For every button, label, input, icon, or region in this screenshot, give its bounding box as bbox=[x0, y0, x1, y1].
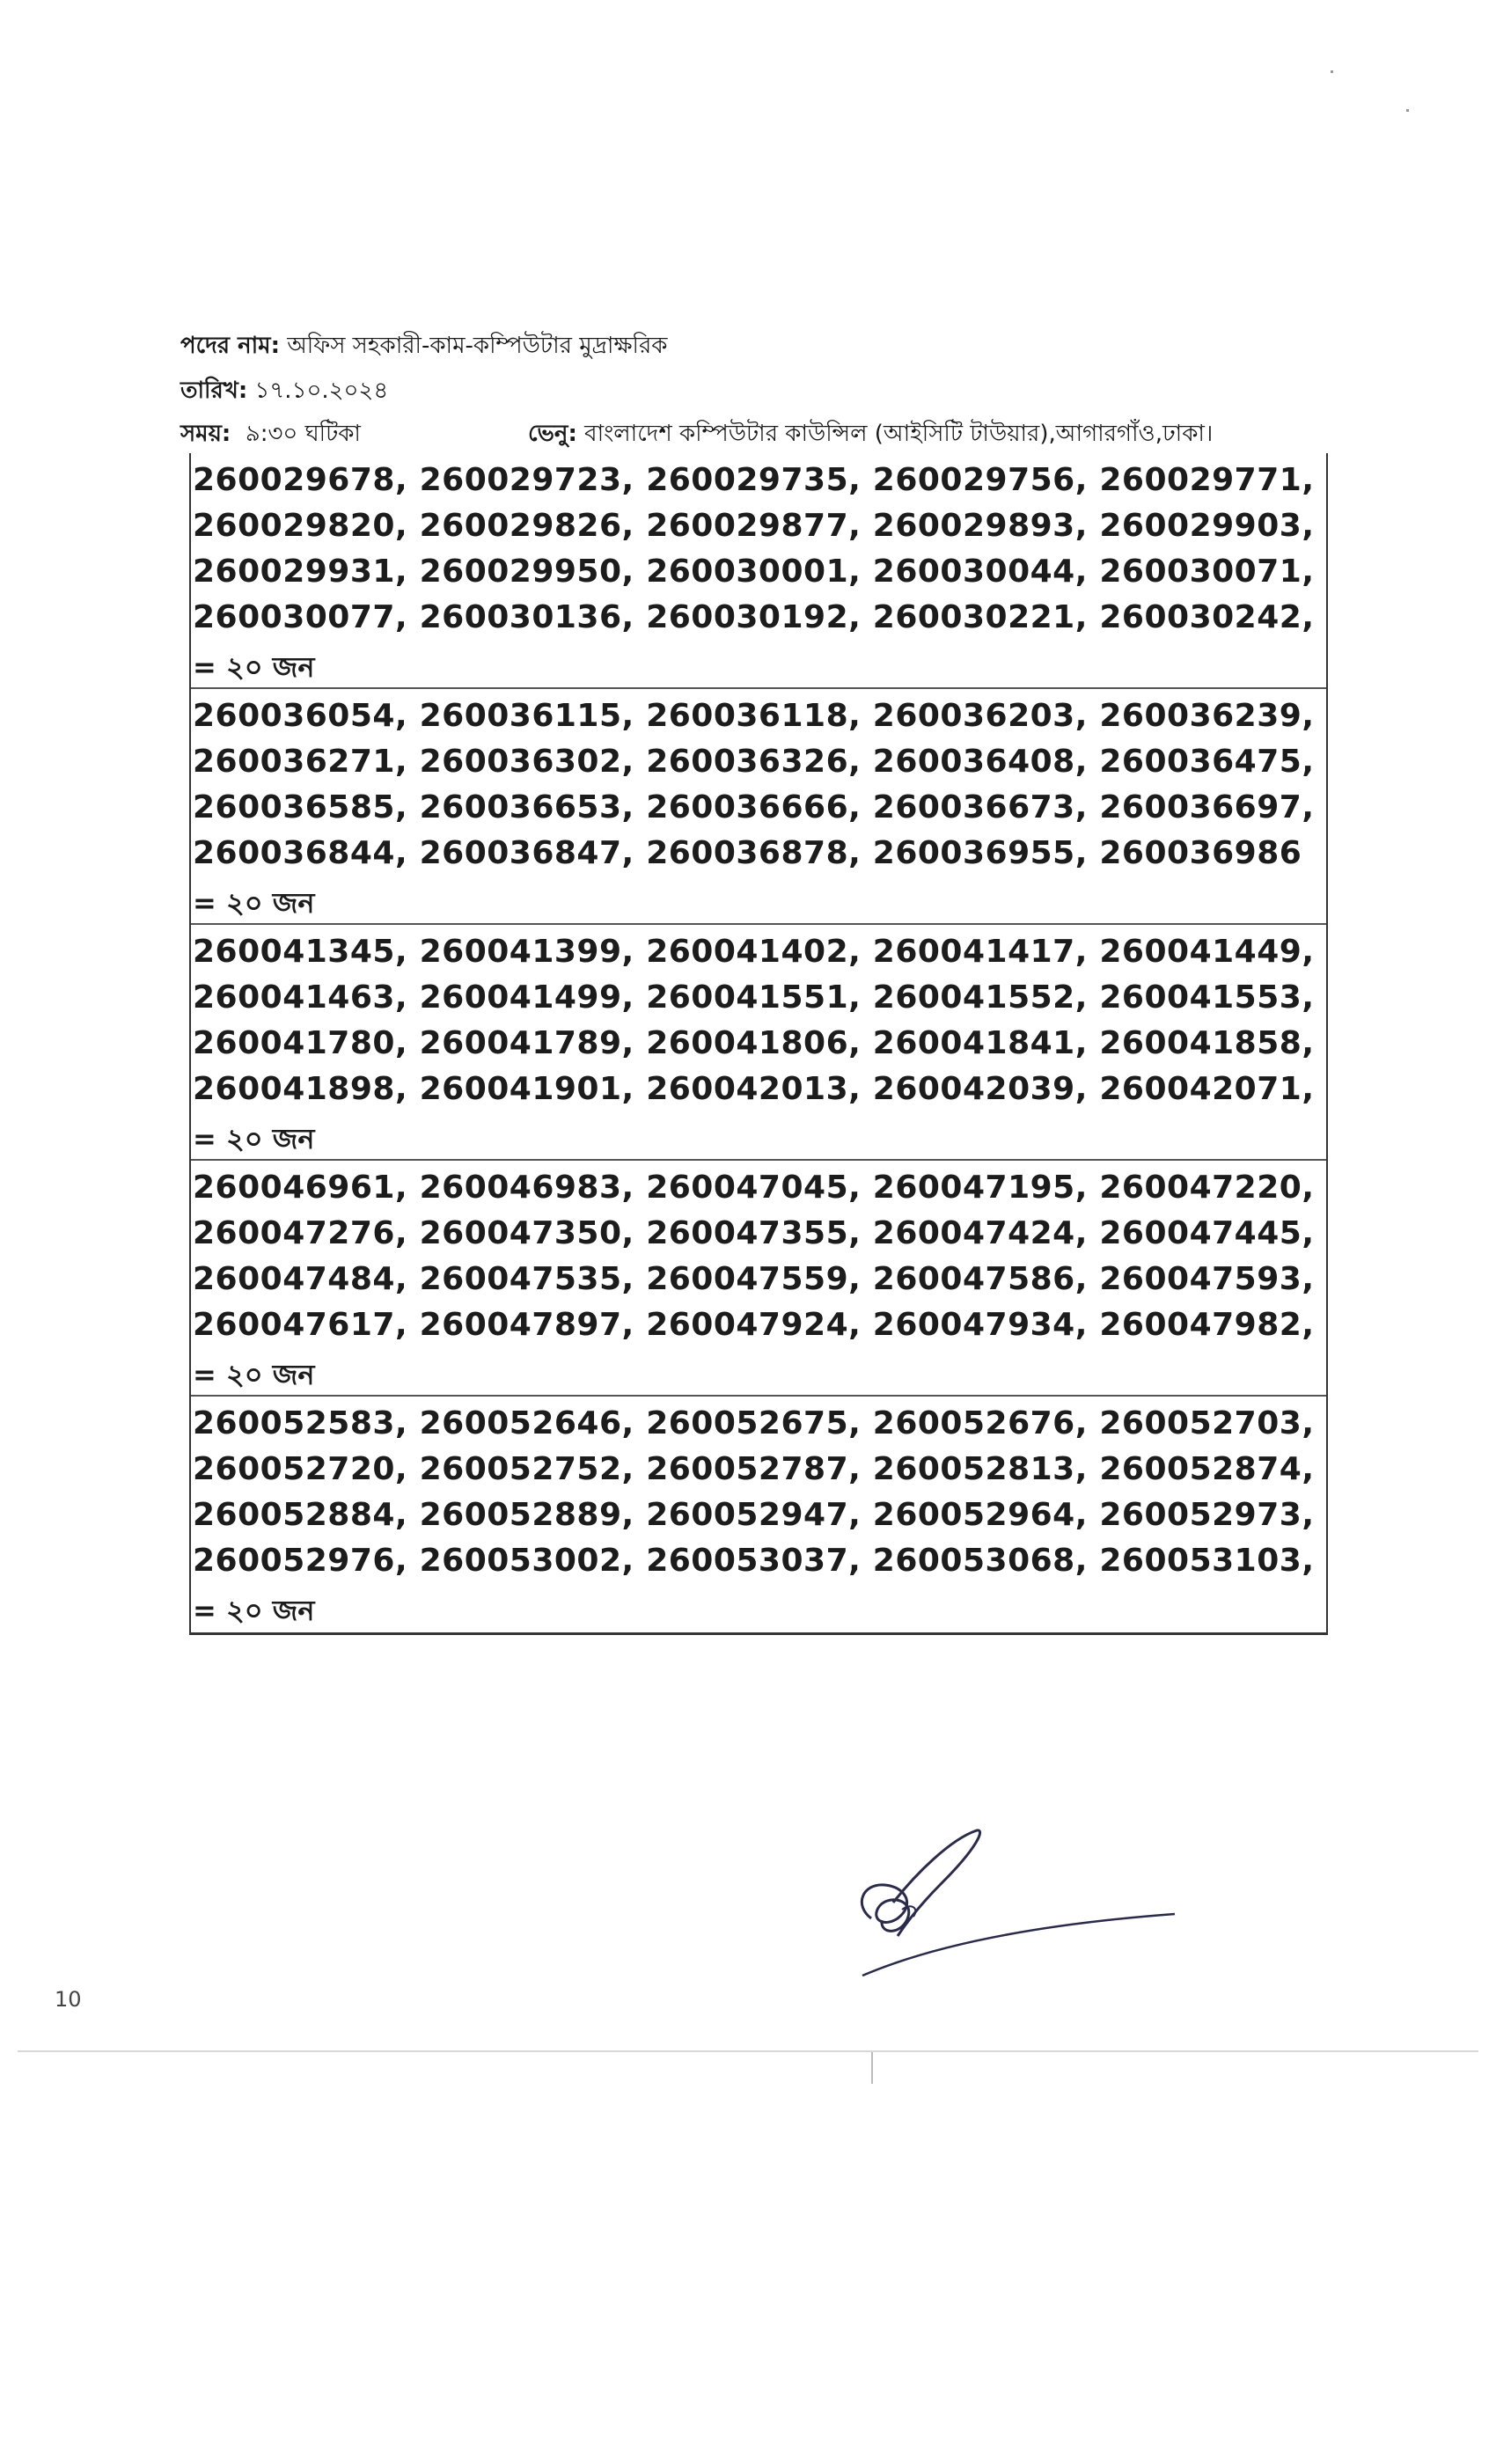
time-line bbox=[180, 415, 361, 454]
roll-number: 260052964, bbox=[872, 1496, 1088, 1533]
roll-number: 260041551, bbox=[646, 979, 862, 1016]
roll-number: 260052976, bbox=[193, 1542, 408, 1579]
roll-number: 260046961, bbox=[193, 1169, 408, 1206]
roll-number: 260029893, bbox=[872, 507, 1088, 544]
roll-number: 260047934, bbox=[872, 1306, 1088, 1343]
page-number: 10 bbox=[55, 1987, 82, 2012]
candidate-count: = ২০ জন bbox=[193, 1122, 315, 1155]
roll-number: 260029931, bbox=[193, 553, 408, 590]
roll-number: 260052813, bbox=[872, 1450, 1088, 1487]
roll-number: 260041463, bbox=[193, 979, 408, 1016]
roll-row bbox=[193, 1164, 1326, 1210]
signature bbox=[845, 1822, 1179, 1980]
roll-number: 260047535, bbox=[419, 1260, 634, 1297]
roll-number: 260036666, bbox=[646, 788, 862, 825]
roll-number: 260052874, bbox=[1099, 1450, 1315, 1487]
roll-row bbox=[193, 594, 1326, 640]
candidate-count: = ২০ জন bbox=[193, 1358, 315, 1391]
roll-number: 260047445, bbox=[1099, 1214, 1315, 1251]
roll-number-table bbox=[189, 453, 1328, 1635]
roll-number: 260042013, bbox=[646, 1070, 862, 1107]
roll-number: 260036697, bbox=[1099, 788, 1315, 825]
venue-value: বাংলাদেশ কম্পিউটার কাউন্সিল (আইসিটি টাউয়ার),আগারগাঁও,ঢাকা। bbox=[584, 421, 1214, 447]
roll-number: 260052752, bbox=[419, 1450, 634, 1487]
date-label: তারিখ: bbox=[180, 378, 248, 404]
roll-row bbox=[193, 1302, 1326, 1347]
roll-number: 260036239, bbox=[1099, 697, 1315, 734]
roll-number: 260029820, bbox=[193, 507, 408, 544]
roll-number: 260036118, bbox=[646, 697, 862, 734]
roll-number: 260041499, bbox=[419, 979, 634, 1016]
roll-number: 260036408, bbox=[872, 743, 1088, 780]
roll-number: 260036115, bbox=[419, 697, 634, 734]
roll-number: 260047195, bbox=[872, 1169, 1088, 1206]
roll-number: 260030136, bbox=[419, 598, 634, 635]
roll-number: 260030071, bbox=[1099, 553, 1315, 590]
roll-number: 260047924, bbox=[646, 1306, 862, 1343]
roll-number: 260036653, bbox=[419, 788, 634, 825]
roll-row bbox=[193, 928, 1326, 974]
roll-row bbox=[193, 457, 1326, 502]
roll-number: 260029771, bbox=[1099, 461, 1315, 498]
roll-number: 260041901, bbox=[419, 1070, 634, 1107]
roll-number: 260052973, bbox=[1099, 1496, 1315, 1533]
roll-row bbox=[193, 548, 1326, 594]
roll-number: 260029826, bbox=[419, 507, 634, 544]
roll-row bbox=[193, 1492, 1326, 1537]
roll-number: 260053103, bbox=[1099, 1542, 1315, 1579]
time-label: সময়: bbox=[180, 421, 231, 447]
roll-number: 260041858, bbox=[1099, 1024, 1315, 1061]
roll-number: 260047045, bbox=[646, 1169, 862, 1206]
roll-number: 260052889, bbox=[419, 1496, 634, 1533]
roll-row bbox=[193, 1066, 1326, 1111]
roll-number: 260042071, bbox=[1099, 1070, 1315, 1107]
post-name-line bbox=[180, 327, 667, 366]
roll-number: 260030077, bbox=[193, 598, 408, 635]
roll-number: 260047982, bbox=[1099, 1306, 1315, 1343]
roll-number: 260029723, bbox=[419, 461, 634, 498]
roll-number: 260052676, bbox=[872, 1404, 1088, 1441]
roll-row bbox=[193, 693, 1326, 738]
roll-row bbox=[193, 502, 1326, 548]
date-line bbox=[180, 372, 388, 411]
roll-block bbox=[191, 925, 1326, 1161]
roll-number: 260053002, bbox=[419, 1542, 634, 1579]
scan-speck bbox=[1331, 70, 1333, 73]
roll-number: 260047617, bbox=[193, 1306, 408, 1343]
roll-number: 260030044, bbox=[872, 553, 1088, 590]
roll-number: 260047586, bbox=[872, 1260, 1088, 1297]
candidate-count: = ২০ জন bbox=[193, 1594, 315, 1627]
roll-number: 260041780, bbox=[193, 1024, 408, 1061]
roll-number: 260036302, bbox=[419, 743, 634, 780]
roll-number: 260042039, bbox=[872, 1070, 1088, 1107]
date-value: ১৭.১০.২০২৪ bbox=[254, 378, 389, 404]
roll-number: 260052884, bbox=[193, 1496, 408, 1533]
roll-number: 260029735, bbox=[646, 461, 862, 498]
roll-number: 260052703, bbox=[1099, 1404, 1315, 1441]
roll-number: 260036955, bbox=[872, 834, 1088, 871]
time-value: ৯:৩০ ঘটিকা bbox=[245, 421, 361, 447]
roll-block bbox=[191, 453, 1326, 689]
roll-block bbox=[191, 1161, 1326, 1397]
candidate-count: = ২০ জন bbox=[193, 650, 315, 684]
roll-number: 260041841, bbox=[872, 1024, 1088, 1061]
roll-row bbox=[193, 738, 1326, 784]
roll-number: 260029903, bbox=[1099, 507, 1315, 544]
roll-number: 260036844, bbox=[193, 834, 408, 871]
roll-number: 260047220, bbox=[1099, 1169, 1315, 1206]
roll-number: 260047593, bbox=[1099, 1260, 1315, 1297]
roll-number: 260036986 bbox=[1099, 834, 1302, 871]
roll-number: 260029756, bbox=[872, 461, 1088, 498]
roll-number: 260030242, bbox=[1099, 598, 1315, 635]
roll-number: 260052646, bbox=[419, 1404, 634, 1441]
roll-number: 260029877, bbox=[646, 507, 862, 544]
roll-number: 260036585, bbox=[193, 788, 408, 825]
roll-number: 260052675, bbox=[646, 1404, 862, 1441]
roll-number: 260041399, bbox=[419, 933, 634, 970]
roll-number: 260053068, bbox=[872, 1542, 1088, 1579]
roll-number: 260041417, bbox=[872, 933, 1088, 970]
roll-number: 260047350, bbox=[419, 1214, 634, 1251]
post-name-value: অফিস সহকারী-কাম-কম্পিউটার মুদ্রাক্ষরিক bbox=[287, 333, 668, 359]
roll-row bbox=[193, 974, 1326, 1020]
candidate-count: = ২০ জন bbox=[193, 886, 315, 920]
roll-number: 260036673, bbox=[872, 788, 1088, 825]
roll-number: 260053037, bbox=[646, 1542, 862, 1579]
roll-number: 260029678, bbox=[193, 461, 408, 498]
roll-number: 260046983, bbox=[419, 1169, 634, 1206]
roll-number: 260036878, bbox=[646, 834, 862, 871]
roll-number: 260052947, bbox=[646, 1496, 862, 1533]
roll-row bbox=[193, 1210, 1326, 1256]
roll-number: 260052787, bbox=[646, 1450, 862, 1487]
roll-number: 260030001, bbox=[646, 553, 862, 590]
roll-number: 260047559, bbox=[646, 1260, 862, 1297]
scan-speck bbox=[1406, 109, 1409, 112]
roll-number: 260036847, bbox=[419, 834, 634, 871]
roll-number: 260041552, bbox=[872, 979, 1088, 1016]
roll-number: 260041449, bbox=[1099, 933, 1315, 970]
roll-number: 260041345, bbox=[193, 933, 408, 970]
roll-block bbox=[191, 689, 1326, 925]
roll-block bbox=[191, 1397, 1326, 1632]
roll-number: 260030221, bbox=[872, 598, 1088, 635]
roll-number: 260047897, bbox=[419, 1306, 634, 1343]
bottom-divider-tick bbox=[871, 2052, 873, 2084]
roll-number: 260052720, bbox=[193, 1450, 408, 1487]
roll-number: 260036271, bbox=[193, 743, 408, 780]
roll-number: 260041806, bbox=[646, 1024, 862, 1061]
roll-row bbox=[193, 1020, 1326, 1066]
roll-number: 260047355, bbox=[646, 1214, 862, 1251]
roll-row bbox=[193, 784, 1326, 830]
roll-number: 260041898, bbox=[193, 1070, 408, 1107]
roll-number: 260047276, bbox=[193, 1214, 408, 1251]
roll-row bbox=[193, 1446, 1326, 1492]
roll-row bbox=[193, 1537, 1326, 1583]
roll-number: 260052583, bbox=[193, 1404, 408, 1441]
roll-number: 260030192, bbox=[646, 598, 862, 635]
roll-number: 260036054, bbox=[193, 697, 408, 734]
roll-number: 260029950, bbox=[419, 553, 634, 590]
post-name-label: পদের নাম: bbox=[180, 333, 281, 359]
roll-number: 260041789, bbox=[419, 1024, 634, 1061]
bottom-divider bbox=[18, 2050, 1478, 2052]
roll-row bbox=[193, 830, 1326, 876]
roll-number: 260047484, bbox=[193, 1260, 408, 1297]
roll-number: 260047424, bbox=[872, 1214, 1088, 1251]
roll-row bbox=[193, 1400, 1326, 1446]
roll-number: 260041402, bbox=[646, 933, 862, 970]
roll-row bbox=[193, 1256, 1326, 1302]
venue-line bbox=[528, 415, 1213, 454]
venue-label: ভেনু: bbox=[528, 421, 577, 447]
roll-number: 260041553, bbox=[1099, 979, 1315, 1016]
roll-number: 260036326, bbox=[646, 743, 862, 780]
roll-number: 260036203, bbox=[872, 697, 1088, 734]
roll-number: 260036475, bbox=[1099, 743, 1315, 780]
